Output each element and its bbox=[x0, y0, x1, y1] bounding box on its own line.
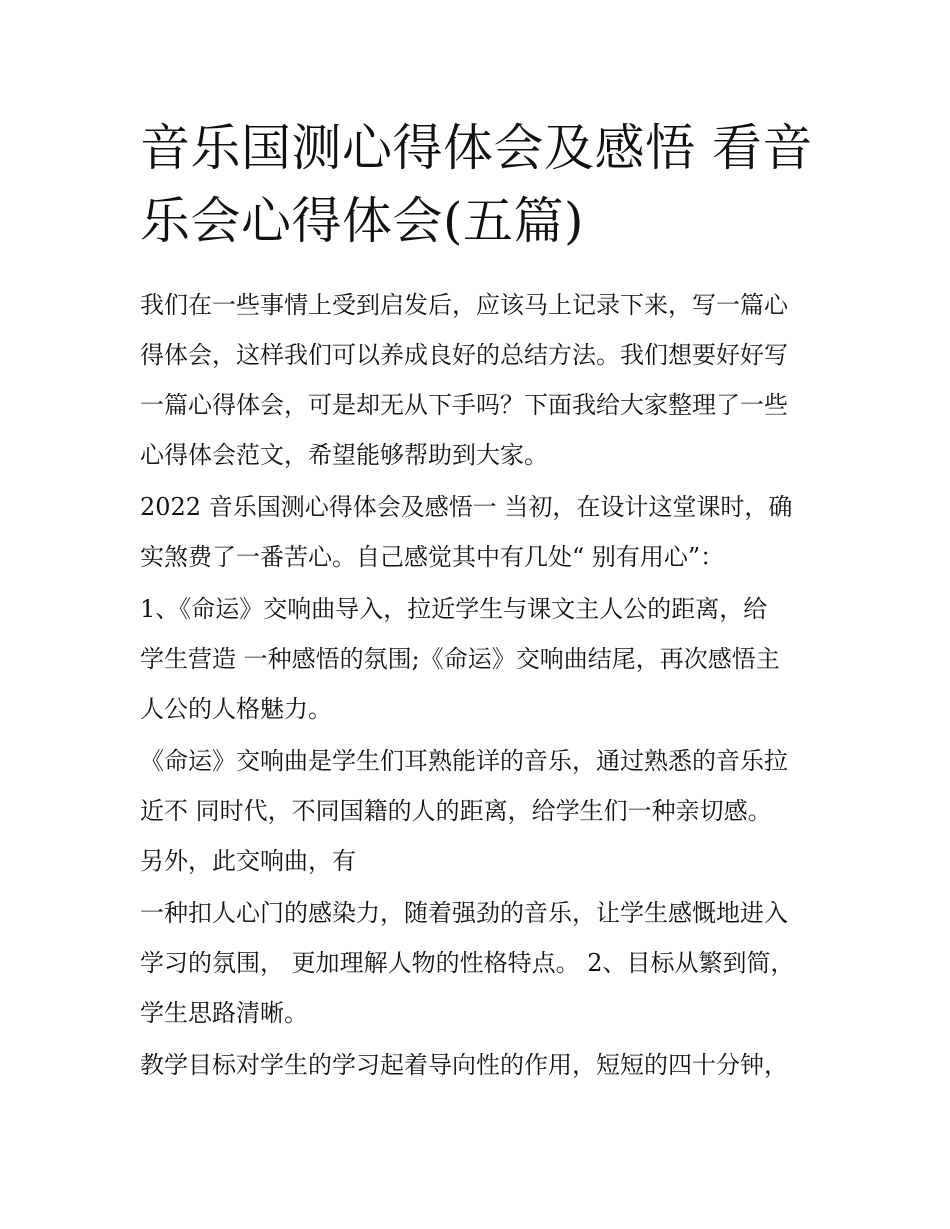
text-line: 《命运》交响曲是学生们耳熟能详的音乐，通过熟悉的音乐拉 bbox=[140, 747, 788, 775]
paragraph-symphony bbox=[140, 736, 820, 886]
text-line: 2022 音乐国测心得体会及感悟一 当初，在设计这堂课时，确 bbox=[140, 493, 793, 521]
document-title bbox=[140, 112, 820, 258]
text-line: 另外，此交响曲，有 bbox=[140, 847, 356, 875]
text-line: 实煞费了一番苦心。自己感觉其中有几处“ 别有用心”： bbox=[140, 543, 725, 571]
text-line: 近不 同时代，不同国籍的人的距离，给学生们一种亲切感。 bbox=[140, 797, 772, 825]
document-page bbox=[140, 112, 820, 1092]
text-line: 得体会，这样我们可以养成良好的总结方法。我们想要好好写 bbox=[140, 341, 788, 369]
paragraph-intro bbox=[140, 280, 820, 480]
text-line: 学生营造 一种感悟的氛围;《命运》交响曲结尾，再次感悟主 bbox=[140, 645, 780, 673]
text-line: 心得体会范文，希望能够帮助到大家。 bbox=[140, 441, 548, 469]
title-line: 乐会心得体会(五篇) bbox=[140, 192, 585, 250]
text-line: 1、《命运》交响曲导入，拉近学生与课文主人公的距离，给 bbox=[140, 595, 768, 623]
text-line: 教学目标对学生的学习起着导向性的作用，短短的四十分钟， bbox=[140, 1051, 788, 1079]
text-line: 一篇心得体会，可是却无从下手吗？下面我给大家整理了一些 bbox=[140, 391, 788, 419]
text-line: 人公的人格魅力。 bbox=[140, 695, 332, 723]
paragraph-infection bbox=[140, 888, 820, 1038]
paragraph-point-one bbox=[140, 584, 820, 734]
text-line: 学生思路清晰。 bbox=[140, 999, 308, 1027]
title-line: 音乐国测心得体会及感悟 看音 bbox=[140, 119, 813, 177]
text-line: 我们在一些事情上受到启发后，应该马上记录下来，写一篇心 bbox=[140, 291, 788, 319]
paragraph-section-one bbox=[140, 482, 820, 582]
text-line: 一种扣人心门的感染力，随着强劲的音乐，让学生感慨地进入 bbox=[140, 899, 788, 927]
paragraph-goals bbox=[140, 1040, 820, 1090]
text-line: 学习的氛围， 更加理解人物的性格特点。 2、目标从繁到简， bbox=[140, 949, 795, 977]
